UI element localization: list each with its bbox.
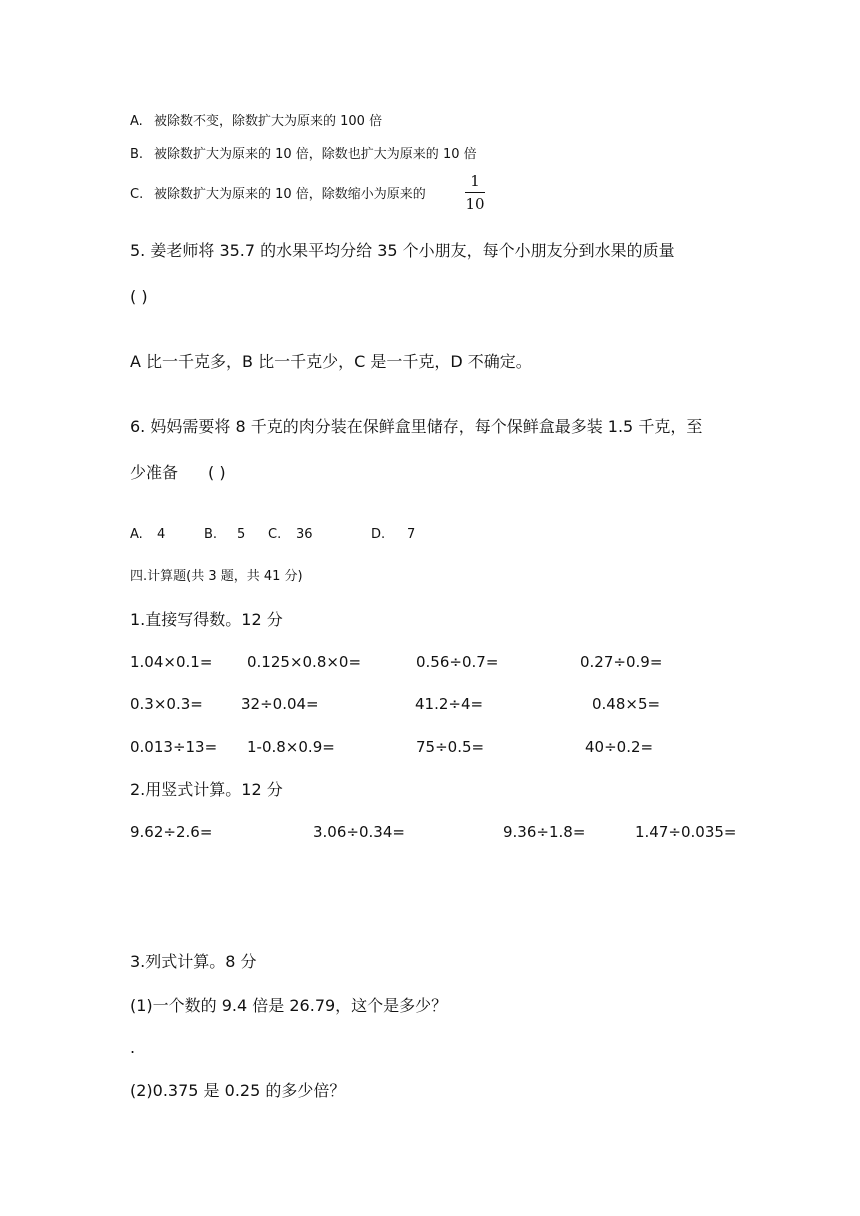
- calc-item: 0.56÷0.7=: [416, 653, 499, 671]
- calc-item: 1.04×0.1=: [130, 653, 213, 671]
- calc-item: 3.06÷0.34=: [313, 823, 405, 841]
- q3-item-2: (2)0.375 是 0.25 的多少倍？: [130, 1081, 346, 1100]
- q6-option-a-value: 4: [157, 527, 166, 542]
- calc-item: 0.3×0.3=: [130, 695, 203, 713]
- q6-option-d-value: 7: [407, 527, 416, 542]
- q6-option-d-letter: D.: [371, 527, 386, 542]
- calc-item: 0.48×5=: [592, 695, 661, 713]
- option-a-text: 被除数不变，除数扩大为原来的 100 倍: [154, 114, 383, 129]
- option-a-letter: A.: [130, 114, 143, 129]
- option-b-letter: B.: [130, 147, 144, 162]
- q6-option-c-letter: C.: [268, 527, 282, 542]
- q6-blank: ( ): [208, 463, 226, 482]
- calc-item: 1-0.8×0.9=: [247, 738, 335, 756]
- q6-text-line1: 6. 妈妈需要将 8 千克的肉分装在保鲜盒里储存，每个保鲜盒最多装 1.5 千克，至: [130, 417, 703, 436]
- fraction-numerator: 1: [470, 172, 480, 190]
- q1-title: 1.直接写得数。12 分: [130, 610, 283, 629]
- q5-text: 5. 姜老师将 35.7 的水果平均分给 35 个小朋友，每个小朋友分到水果的质量: [130, 241, 675, 260]
- calc-item: 40÷0.2=: [585, 738, 654, 756]
- calc-item: 75÷0.5=: [416, 738, 485, 756]
- option-c-text: 被除数扩大为原来的 10 倍，除数缩小为原来的: [154, 187, 426, 202]
- q6-option-b-letter: B.: [204, 527, 218, 542]
- fraction-one-tenth: [465, 174, 485, 212]
- fraction-bar: [465, 192, 485, 193]
- stray-dot: .: [130, 1038, 136, 1057]
- calc-item: 0.125×0.8×0=: [247, 653, 362, 671]
- q5-blank: ( ): [130, 287, 148, 306]
- calc-item: 0.013÷13=: [130, 738, 218, 756]
- calc-item: 9.62÷2.6=: [130, 823, 213, 841]
- q6-text-line2: 少准备: [130, 463, 179, 482]
- q3-title: 3.列式计算。8 分: [130, 952, 257, 971]
- q3-item-1: (1)一个数的 9.4 倍是 26.79，这个是多少？: [130, 996, 448, 1015]
- calc-item: 41.2÷4=: [415, 695, 484, 713]
- option-b-text: 被除数扩大为原来的 10 倍，除数也扩大为原来的 10 倍: [154, 147, 477, 162]
- calc-item: 1.47÷0.035=: [635, 823, 737, 841]
- calc-item: 32÷0.04=: [241, 695, 319, 713]
- q2-title: 2.用竖式计算。12 分: [130, 780, 283, 799]
- q6-option-b-value: 5: [237, 527, 246, 542]
- q6-option-a-letter: A.: [130, 527, 143, 542]
- calc-item: 9.36÷1.8=: [503, 823, 586, 841]
- option-c-letter: C.: [130, 187, 144, 202]
- fraction-denominator: 10: [465, 195, 485, 213]
- q5-options: A 比一千克多，B 比一千克少，C 是一千克，D 不确定。: [130, 352, 532, 371]
- section-heading: 四.计算题(共 3 题，共 41 分): [130, 569, 303, 584]
- q6-option-c-value: 36: [296, 527, 313, 542]
- calc-item: 0.27÷0.9=: [580, 653, 663, 671]
